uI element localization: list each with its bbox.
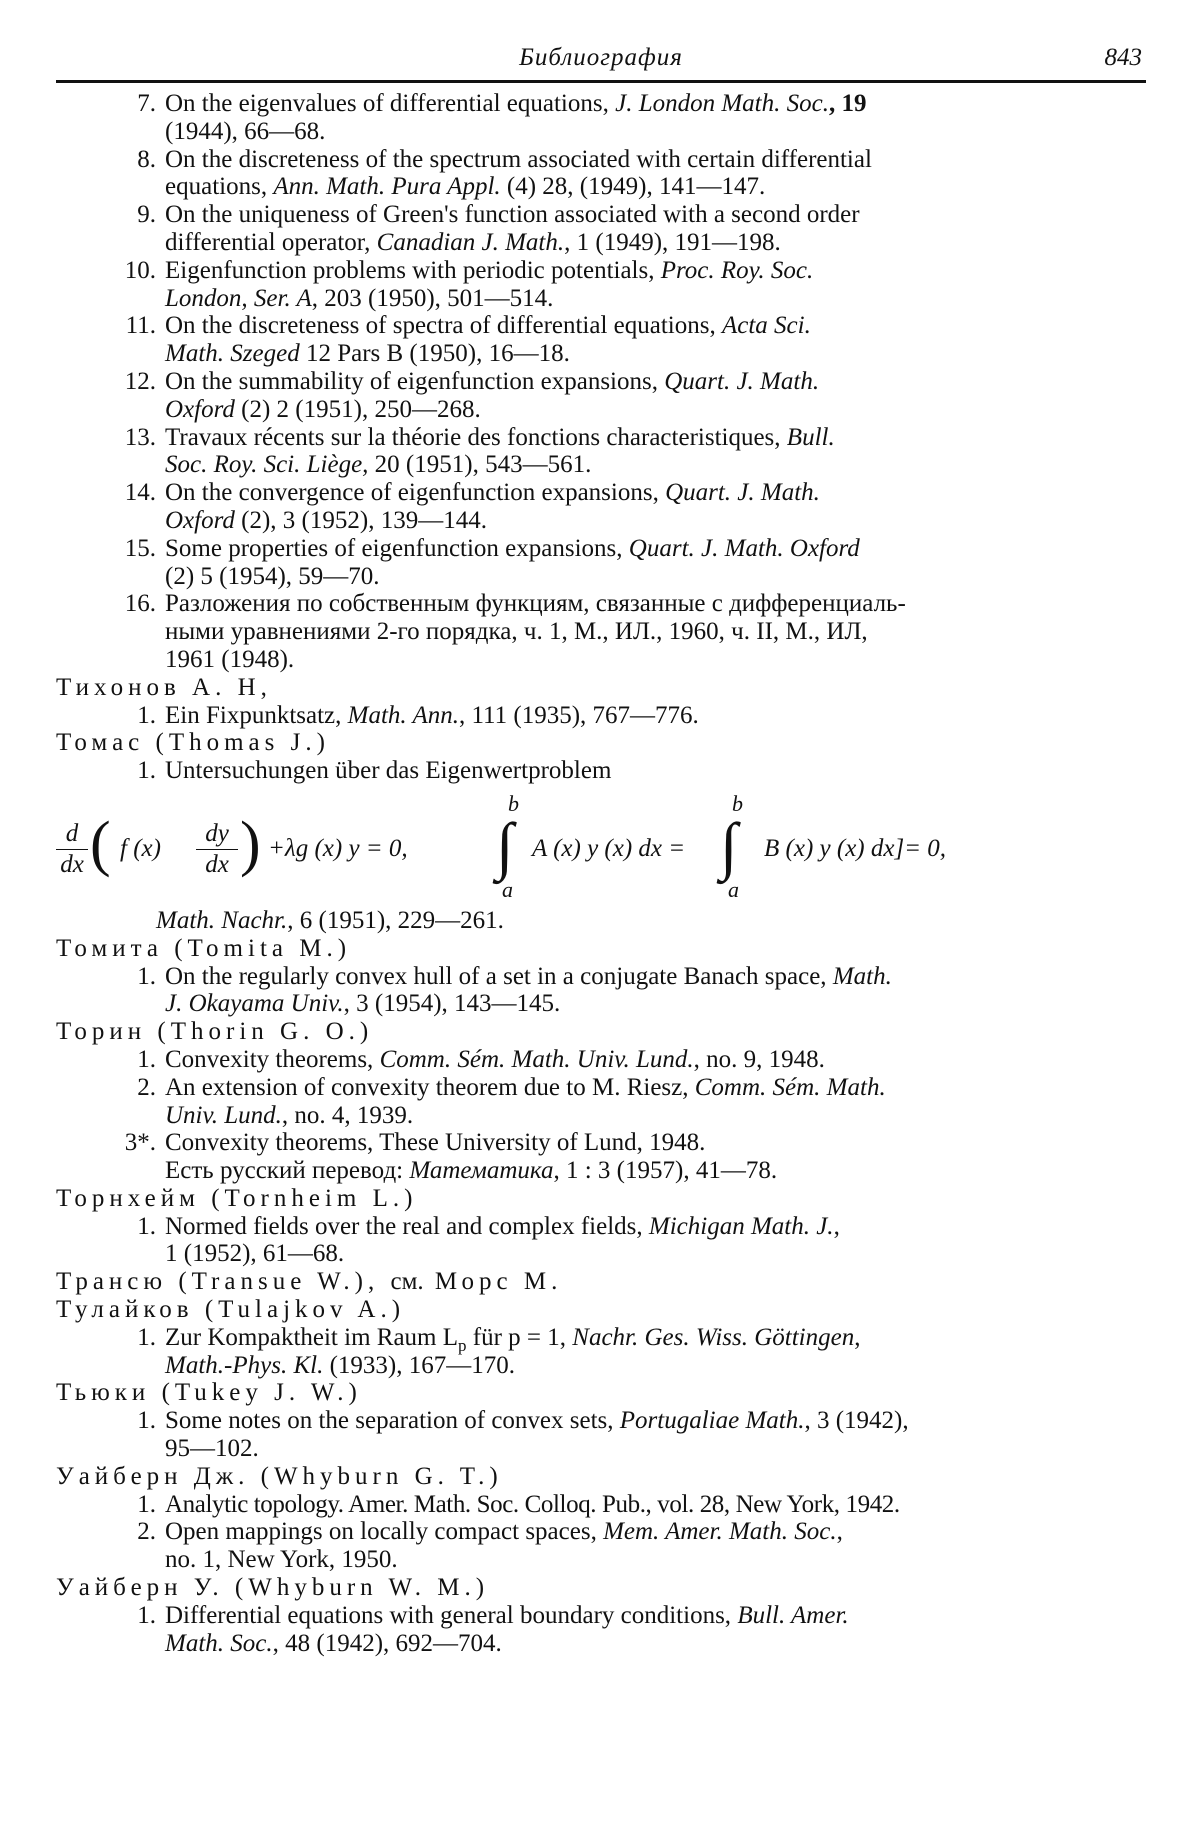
author-heading: Трансю (Transue W.), см. Морс М. — [56, 1268, 563, 1296]
author-heading: Тихонов А. Н, — [56, 673, 272, 701]
bib-entry-cont: 95—102. — [165, 1435, 259, 1463]
author-heading: Торин (Thorin G. O.) — [56, 1018, 374, 1046]
bib-entry: 8. On the discreteness of the spectrum associated with certain differential — [137, 145, 872, 173]
bib-entry-cont: (1944), 66—68. — [165, 117, 326, 145]
fraction-d-dx: d dx — [56, 821, 88, 878]
bib-entry: 1. Some notes on the separation of convex sets, Portugaliae Math., 3 (1942), — [137, 1407, 909, 1435]
bib-entry-cont: 1 (1952), 61—68. — [165, 1240, 345, 1268]
bib-entry: 7. On the eigenvalues of differential equations, J. London Math. Soc., 19 — [137, 90, 867, 117]
bib-entry-cont: Math. Szeged 12 Pars B (1950), 16—18. — [165, 340, 570, 368]
int-lower-2: a — [728, 876, 739, 902]
page-header — [56, 40, 1146, 82]
author-heading: Тулайков (Tulajkov A.) — [56, 1296, 406, 1324]
author-heading: Уайберн Дж. (Whyburn G. T.) — [56, 1462, 503, 1490]
bib-entry-cont: Есть русский перевод: Математика, 1 : 3 (1957), 41—78. — [165, 1157, 778, 1185]
bibliography-body — [56, 90, 1146, 1657]
bib-entry: 1. Zur Kompaktheit im Raum $L_p$ für p = 1, Nachr. Ges. Wiss. Göttingen, — [137, 1323, 861, 1355]
bib-entry-cont: no. 1, New York, 1950. — [165, 1546, 398, 1574]
author-heading: Томас (Thomas J.) — [56, 729, 330, 757]
fraction-dy-dx: dy dx — [196, 821, 238, 878]
integral-2: B (x) y (x) dx]= 0, — [764, 834, 947, 862]
bib-entry-cont: Univ. Lund., no. 4, 1939. — [165, 1101, 414, 1129]
bibliography-page — [56, 40, 1146, 1657]
bib-entry-cont: Soc. Roy. Sci. Liège, 20 (1951), 543—561. — [165, 451, 592, 479]
integral-sign: ∫ — [496, 809, 514, 881]
author-heading: Уайберн У. (Whyburn W. M.) — [56, 1574, 490, 1602]
bib-entry-cont: Oxford (2) 2 (1951), 250—268. — [165, 395, 481, 423]
bib-entry-cont: 1961 (1948). — [165, 645, 295, 673]
bib-entry-cont: differential operator, Canadian J. Math., 1 (1949), 191—198. — [165, 228, 781, 256]
int-upper-2: b — [732, 790, 743, 816]
bib-entry: 1. Untersuchungen über das Eigenwertproblem — [137, 757, 612, 785]
bib-entry-cont: Math.-Phys. Kl. (1933), 167—170. — [165, 1351, 515, 1379]
bib-entry-cont: ными уравнениями 2-го порядка, ч. 1, М., ИЛ., 1960, ч. II, М., ИЛ, — [165, 618, 868, 646]
bib-entry: 13. Travaux récents sur la théorie des fonctions characteristiques, Bull. — [124, 423, 835, 451]
paren-open: ( — [90, 809, 111, 878]
bib-entry-cont: Math. Nachr., 6 (1951), 229—261. — [156, 906, 504, 934]
int-upper: b — [508, 790, 519, 816]
bib-entry: 1. Ein Fixpunktsatz, Math. Ann., 111 (1935), 767—776. — [137, 701, 699, 729]
bib-entry-cont: Oxford (2), 3 (1952), 139—144. — [165, 506, 487, 534]
bib-entry: 12. On the summability of eigenfunction expansions, Quart. J. Math. — [124, 367, 820, 395]
author-heading: Томита (Tomita M.) — [56, 934, 352, 962]
running-title: Библиография — [519, 44, 683, 71]
bib-entry: 1. On the regularly convex hull of a set in a conjugate Banach space, Math. — [137, 962, 892, 990]
bib-entry-cont: equations, Ann. Math. Pura Appl. (4) 28, (1949), 141—147. — [165, 173, 766, 201]
bib-entry: 1. Differential equations with general boundary conditions, Bull. Amer. — [137, 1601, 849, 1629]
bib-entry-cont: J. Okayama Univ., 3 (1954), 143—145. — [165, 990, 561, 1018]
author-heading: Торнхейм (Tornheim L.) — [56, 1184, 418, 1212]
bib-entry: 10. Eigenfunction problems with periodic potentials, Proc. Roy. Soc. — [124, 256, 814, 284]
bib-entry: 1. Normed fields over the real and complex fields, Michigan Math. J., — [137, 1212, 840, 1240]
bib-entry: 1. Analytic topology. Amer. Math. Soc. Colloq. Pub., vol. 28, New York, 1942. — [137, 1490, 900, 1518]
bib-entry: 2. An extension of convexity theorem due to M. Riesz, Comm. Sém. Math. — [137, 1073, 886, 1101]
bib-entry: 1. Convexity theorems, Comm. Sém. Math. Univ. Lund., no. 9, 1948. — [137, 1045, 825, 1073]
bib-entry: 9. On the uniqueness of Green's function associated with a second order — [137, 201, 860, 229]
integral-1: A (x) y (x) dx = — [532, 834, 686, 862]
bib-entry: 14. On the convergence of eigenfunction expansions, Quart. J. Math. — [124, 479, 820, 507]
header-rule — [56, 80, 1146, 83]
page-number: 843 — [1104, 44, 1142, 71]
bib-entry: 11. On the discreteness of spectra of differential equations, Acta Sci. — [125, 312, 811, 340]
bib-entry-cont: (2) 5 (1954), 59—70. — [165, 562, 380, 590]
bib-entry: 15. Some properties of eigenfunction expansions, Quart. J. Math. Oxford — [124, 534, 860, 562]
integral-sign-2: ∫ — [720, 809, 738, 881]
bib-entry: 2. Open mappings on locally compact spaces, Mem. Amer. Math. Soc., — [137, 1518, 843, 1546]
bib-entry-cont: Math. Soc., 48 (1942), 692—704. — [165, 1629, 502, 1657]
bib-entry-cont: London, Ser. A, 203 (1950), 501—514. — [165, 284, 554, 312]
paren-close: ) — [240, 809, 261, 878]
int-lower: a — [502, 876, 513, 902]
bib-entry: 3*. Convexity theorems, These University of Lund, 1948. — [124, 1129, 706, 1157]
formula-rest: +λg (x) y = 0, — [268, 834, 408, 862]
f-of-x: f (x) — [120, 834, 161, 862]
formula — [56, 791, 1146, 903]
author-heading: Тьюки (Tukey J. W.) — [56, 1379, 362, 1407]
bib-entry: 16. Разложения по собственным функциям, связанные с дифференциаль- — [124, 590, 906, 618]
